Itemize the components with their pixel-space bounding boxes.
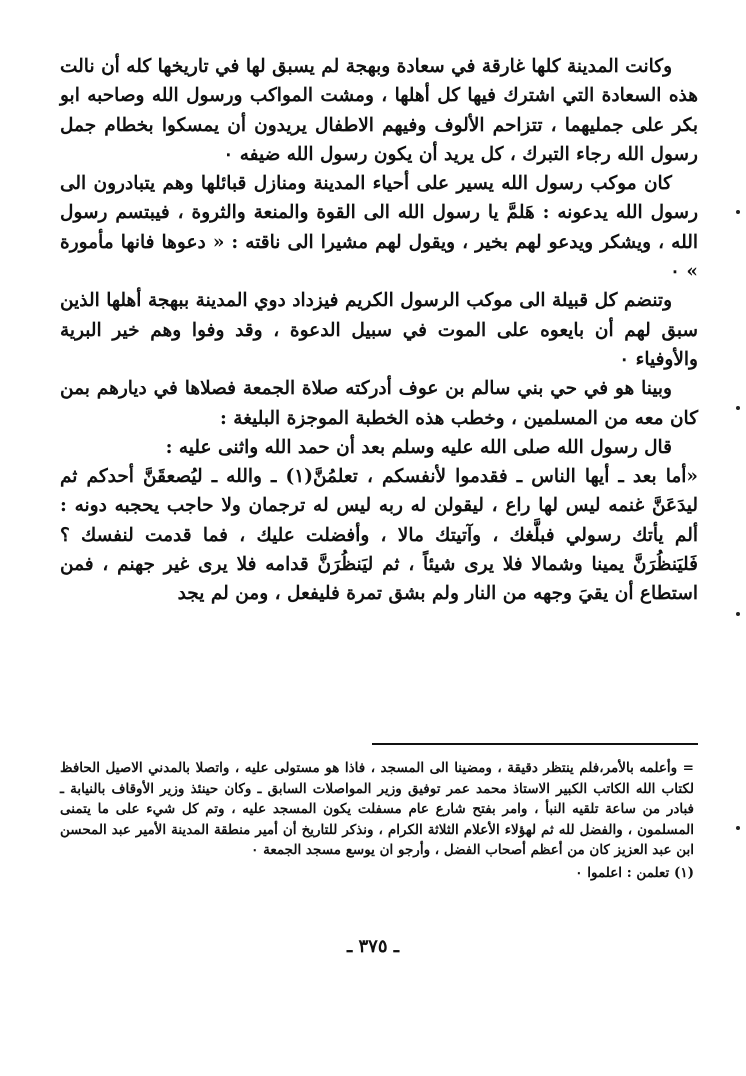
paragraph: وبينا هو في حي بني سالم بن عوف أدركته صلاة الجمعة فصلاها في ديارهم بمن كان معه من المسلمين ، وخطب هذه الخطبة الموجزة البليغة : <box>60 378 698 429</box>
paragraph: وكانت المدينة كلها غارقة في سعادة وبهجة لم يسبق لها في تاريخها كله أن نالت هذه السعادة التي اشترك فيها كل أهلها ، ومشت المواكب ورسول الله وصاحبه ابو بكر على جمليهما ، تتزاحم الألوف وفيهم الاطفال يريدون أن يمسكوا بخطام جمل رسول الله رجاء التبرك ، كل يريد أن يكون رسول الله ضيفه ٠ <box>60 56 698 165</box>
footnote-divider <box>372 743 698 745</box>
margin-mark <box>736 612 740 616</box>
footnotes <box>60 758 694 883</box>
main-text <box>60 52 698 609</box>
footnote-1: (١) تعلمن : اعلموا ٠ <box>575 864 694 881</box>
page-number: ـ ٣٧٥ ـ <box>346 936 400 957</box>
margin-mark <box>736 406 740 410</box>
paragraph: وتنضم كل قبيلة الى موكب الرسول الكريم فيزداد دوي المدينة ببهجة أهلها الذين سبق لهم أن بايعوه على الموت في سبيل الدعوة ، وقد وفوا وهم خير البرية والأوفياء ٠ <box>60 290 698 370</box>
margin-mark <box>736 210 740 214</box>
footnote-continuation: = وأعلمه بالأمر،فلم ينتظر دقيقة ، ومضينا الى المسجد ، فاذا هو مستولى عليه ، واتصلا بالمدني الاصيل الحافظ لكتاب الله الكاتب الكبير الاستاذ محمد عمر توفيق وزير المواصلات السابق ـ وكان حينئذ وزير الأوقاف بالنيابة ـ فبادر من ساعة تلقيه النبأ ، وامر بفتح شارع عام مسفلت يكون المسجد عليه ، وتم كل شيء على ما يتمنى المسلمون ، والفضل لله ثم لهؤلاء الأعلام الثلاثة الكرام ، ونذكر للتاريخ أن أمير منطقة المدينة الأمير عبد المحسن ابن عبد العزيز كان من أعظم أصحاب الفضل ، وأرجو ان يوسع مسجد الجمعة ٠ <box>60 760 695 858</box>
sermon-quote: «أما بعد ـ أيها الناس ـ فقدموا لأنفسكم ، تعلمُنَّ(١) ـ والله ـ ليُصعقَنَّ أحدكم ثم ليدَعَنَّ غنمه ليس لها راع ، ليقولن له ربه ليس له ترجمان ولا حاجب يحجبه دونه : ألم يأتك رسولي فبلَّغك ، وآتيتك مالا ، وأفضلت عليك ، فما قدمت لنفسك ؟ فَليَنظُرَنَّ يمينا وشمالا فلا يرى شيئاً ، ثم ليَنظُرَنَّ قدامه فلا يرى غير جهنم ، فمن استطاع أن يقيَ وجهه من النار ولم بشق تمرة فليفعل ، ومن لم يجد <box>60 466 698 605</box>
margin-mark <box>736 826 740 830</box>
paragraph: قال رسول الله صلى الله عليه وسلم بعد أن حمد الله واثنى عليه : <box>165 436 672 458</box>
paragraph: كان موكب رسول الله يسير على أحياء المدينة ومنازل قبائلها وهم يتبادرون الى رسول الله يدعونه : هَلمَّ يا رسول الله الى القوة والمنعة والثروة ، فيبتسم رسول الله ، ويشكر ويدعو لهم بخير ، ويقول لهم مشيرا الى ناقته : « دعوها فانها مأمورة » ٠ <box>60 173 698 283</box>
